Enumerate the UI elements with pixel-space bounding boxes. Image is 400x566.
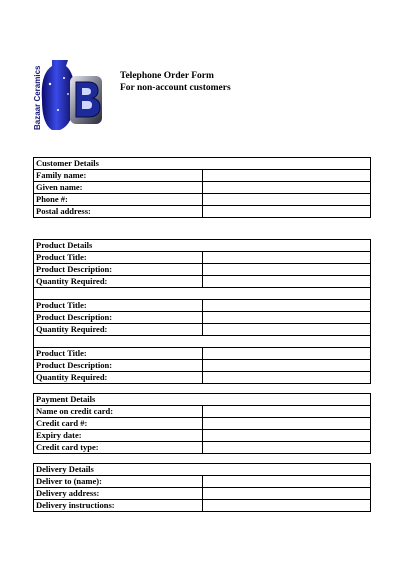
table-row	[34, 312, 371, 324]
logo-brand-text: Bazaar Ceramics	[33, 65, 42, 130]
product-title-field[interactable]	[202, 348, 371, 360]
quantity-required-label: Quantity Required:	[34, 324, 203, 336]
table-row	[34, 442, 371, 454]
customer-details-table	[33, 157, 371, 218]
table-row	[34, 252, 371, 264]
spacer-row	[34, 288, 371, 300]
table-row	[34, 430, 371, 442]
form-subtitle: For non-account customers	[120, 83, 231, 93]
name-on-card-label: Name on credit card:	[34, 406, 203, 418]
payment-details-header: Payment Details	[34, 394, 371, 406]
quantity-required-field[interactable]	[202, 276, 371, 288]
product-details-table	[33, 239, 371, 384]
postal-address-field[interactable]	[202, 206, 371, 218]
payment-details-table	[33, 393, 371, 454]
bazaar-ceramics-logo	[30, 54, 112, 136]
product-details-header: Product Details	[34, 240, 371, 252]
quantity-required-field[interactable]	[202, 372, 371, 384]
table-row	[34, 300, 371, 312]
product-title-label: Product Title:	[34, 252, 203, 264]
product-title-label: Product Title:	[34, 300, 203, 312]
table-row	[34, 360, 371, 372]
quantity-required-label: Quantity Required:	[34, 372, 203, 384]
card-number-field[interactable]	[202, 418, 371, 430]
delivery-details-table	[33, 463, 371, 512]
table-row	[34, 500, 371, 512]
card-type-label: Credit card type:	[34, 442, 203, 454]
delivery-instructions-field[interactable]	[202, 500, 371, 512]
postal-address-label: Postal address:	[34, 206, 203, 218]
table-row	[34, 194, 371, 206]
product-description-label: Product Description:	[34, 360, 203, 372]
table-row	[34, 488, 371, 500]
delivery-address-field[interactable]	[202, 488, 371, 500]
deliver-to-field[interactable]	[202, 476, 371, 488]
quantity-required-label: Quantity Required:	[34, 276, 203, 288]
given-name-label: Given name:	[34, 182, 203, 194]
quantity-required-field[interactable]	[202, 324, 371, 336]
table-row	[34, 170, 371, 182]
phone-label: Phone #:	[34, 194, 203, 206]
name-on-card-field[interactable]	[202, 406, 371, 418]
deliver-to-label: Deliver to (name):	[34, 476, 203, 488]
given-name-field[interactable]	[202, 182, 371, 194]
product-description-field[interactable]	[202, 264, 371, 276]
product-title-field[interactable]	[202, 300, 371, 312]
spacer-row	[34, 336, 371, 348]
table-row	[34, 418, 371, 430]
card-type-field[interactable]	[202, 442, 371, 454]
table-row	[34, 276, 371, 288]
b-letter-mark	[70, 76, 102, 124]
form-title: Telephone Order Form	[120, 71, 214, 81]
form-title-block	[120, 70, 231, 94]
card-number-label: Credit card #:	[34, 418, 203, 430]
table-row	[34, 182, 371, 194]
product-description-field[interactable]	[202, 312, 371, 324]
product-title-label: Product Title:	[34, 348, 203, 360]
table-row	[34, 372, 371, 384]
table-row	[34, 264, 371, 276]
customer-details-header: Customer Details	[34, 158, 371, 170]
table-row	[34, 324, 371, 336]
delivery-address-label: Delivery address:	[34, 488, 203, 500]
table-row	[34, 406, 371, 418]
family-name-field[interactable]	[202, 170, 371, 182]
table-row	[34, 476, 371, 488]
product-title-field[interactable]	[202, 252, 371, 264]
delivery-instructions-label: Delivery instructions:	[34, 500, 203, 512]
table-row	[34, 206, 371, 218]
product-description-label: Product Description:	[34, 264, 203, 276]
product-description-label: Product Description:	[34, 312, 203, 324]
product-description-field[interactable]	[202, 360, 371, 372]
table-row	[34, 348, 371, 360]
expiry-date-field[interactable]	[202, 430, 371, 442]
family-name-label: Family name:	[34, 170, 203, 182]
phone-field[interactable]	[202, 194, 371, 206]
delivery-details-header: Delivery Details	[34, 464, 371, 476]
expiry-date-label: Expiry date:	[34, 430, 203, 442]
